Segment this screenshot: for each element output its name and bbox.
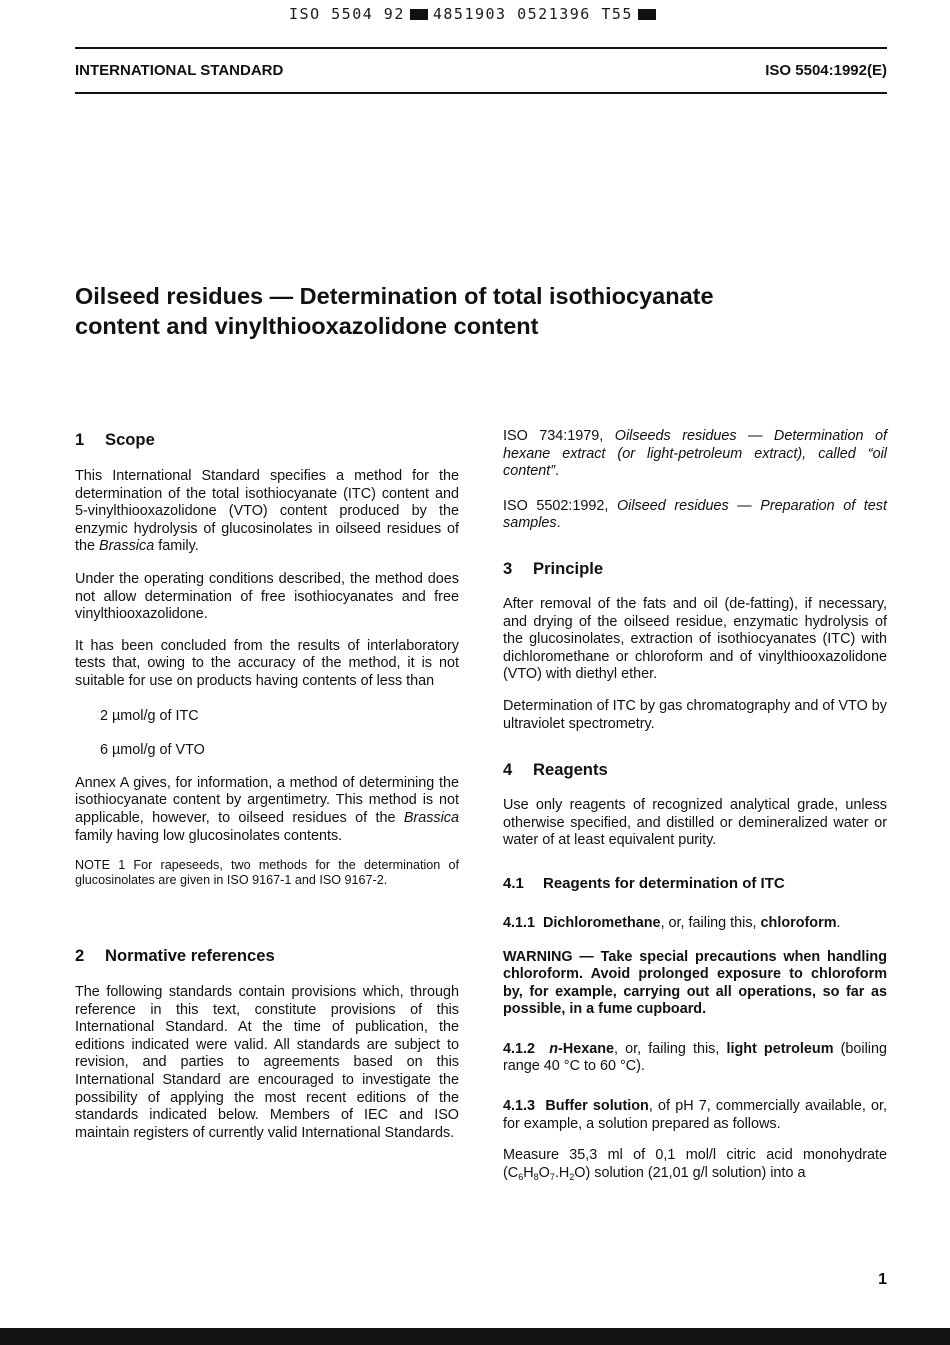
- scan-doc-code: ISO 5504 92: [289, 5, 405, 23]
- scope-limit-itc: 2 µmol/g of ITC: [100, 707, 199, 724]
- header-top-rule: [75, 47, 887, 49]
- document-title: [75, 281, 875, 341]
- scope-paragraph-1: This International Standard specifies a method for the determination of the total isothiocyanate (ITC) content and 5-vinylthiooxazolidone (VTO) content produced by the enzymic hydrolysis of glucosinolates in oilseed residues of the Brassica family.: [75, 468, 459, 555]
- reagents-paragraph: Use only reagents of recognized analytical grade, unless otherwise specified, and distilled or demineralized water or water of at least equivalent purity.: [503, 797, 887, 849]
- scope-note-1: NOTE 1 For rapeseeds, two methods for the determination of glucosinolates are given in ISO 9167-1 and ISO 9167-2.: [75, 858, 459, 888]
- header-bottom-rule: [75, 92, 887, 94]
- title-line-1: Oilseed residues — Determination of total isothiocyanate: [75, 283, 714, 309]
- principle-paragraph-2: Determination of ITC by gas chromatography and of VTO by ultraviolet spectrometry.: [503, 697, 887, 732]
- scope-limit-vto: 6 µmol/g of VTO: [100, 742, 205, 759]
- chloroform-warning: WARNING — Take special precautions when handling chloroform. Avoid prolonged exposure to chloroform by, for example, carrying out all operations, so far as possible, in a fume cupboard.: [503, 948, 887, 1018]
- normative-references-paragraph: The following standards contain provisions which, through reference in this text, constitute provisions of this International Standard. At the time of publication, the editions indicated were valid. All standards are subject to revision, and parties to agreements based on this International Standard are encouraged to investigate the possibility of applying the most recent editions of the standards indicated below. Members of IEC and ISO maintain registers of currently valid International Standards.: [75, 984, 459, 1141]
- scope-paragraph-4: Annex A gives, for information, a method of determining the isothiocyanate content by argentimetry. This method is not applicable, however, to oilseed residues of the Brassica family having low glucosinolates contents.: [75, 774, 459, 844]
- page-number: 1: [878, 1271, 887, 1288]
- clause-4-1-1: 4.1.1 Dichloromethane, or, failing this, chloroform.: [503, 914, 841, 931]
- header-standard-number: ISO 5504:1992(E): [765, 62, 887, 79]
- buffer-preparation-paragraph: Measure 35,3 ml of 0,1 mol/l citric acid monohydrate $(C_6H_8O_7.H_2O)$ solution (21,01 g/l solution) into a: [503, 1147, 887, 1182]
- reference-iso-734: ISO 734:1979, Oilseeds residues — Determination of hexane extract (or light-petroleum extract), called “oil content”.: [503, 428, 887, 480]
- scan-batch-code: 4851903 0521396 T55: [432, 5, 633, 23]
- scan-bottom-edge: [0, 1328, 950, 1345]
- section-4-heading: 4 Reagents: [503, 760, 608, 780]
- reference-iso-5502: ISO 5502:1992, Oilseed residues — Preparation of test samples.: [503, 497, 888, 532]
- barcode-block: [410, 9, 428, 20]
- clause-4-1-2: 4.1.2 n-Hexane, or, failing this, light petroleum (boiling range 40 °C to 60 °C).: [503, 1040, 888, 1075]
- section-4-1-heading: 4.1 Reagents for determination of ITC: [503, 874, 785, 892]
- header-standard-type: INTERNATIONAL STANDARD: [75, 62, 284, 79]
- section-3-heading: 3 Principle: [503, 558, 604, 578]
- scope-paragraph-2: Under the operating conditions described, the method does not allow determination of free isothiocyanates and free vinylthiooxazolidone.: [75, 570, 459, 623]
- title-line-2: content and vinylthiooxazolidone content: [75, 313, 539, 339]
- left-column: [75, 428, 459, 1142]
- principle-paragraph-1: After removal of the fats and oil (de-fatting), if necessary, and drying of the oilseed residue, enzymatic hydrolysis of the glucosinolates, extraction of isothiocyanates (ITC) with dichloromethane or chloroform and of vinylthiooxazolidone (VTO) with diethyl ether.: [503, 595, 887, 683]
- right-column: [503, 428, 887, 1182]
- clause-4-1-3: 4.1.3 Buffer solution, of pH 7, commercially available, or, for example, a solution prepared as follows.: [503, 1098, 888, 1132]
- section-2-heading: 2 Normative references: [75, 946, 275, 966]
- scan-barcode-line: [0, 5, 950, 23]
- section-1-heading: 1 Scope: [75, 430, 155, 449]
- scope-paragraph-3: It has been concluded from the results of interlaboratory tests that, owing to the accuracy of the method, it is not suitable for use on products having contents of less than: [75, 637, 459, 689]
- barcode-block: [638, 9, 656, 20]
